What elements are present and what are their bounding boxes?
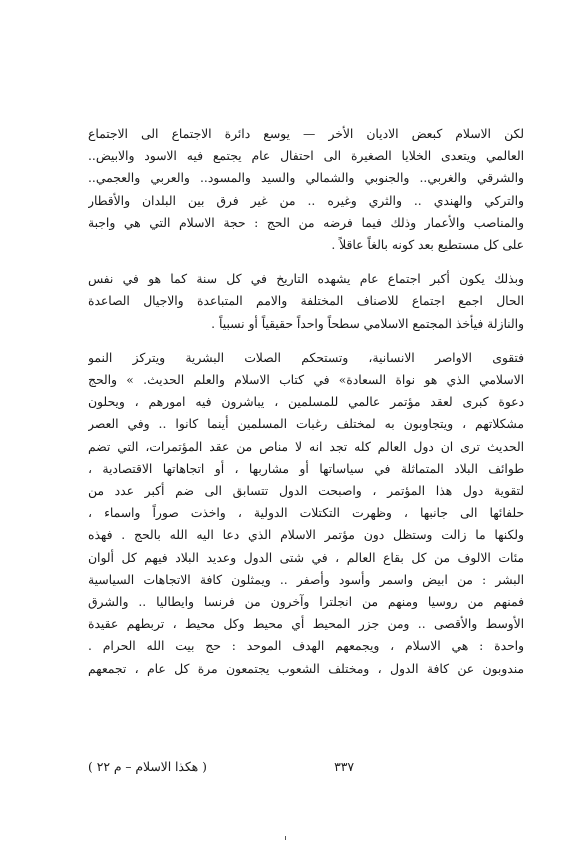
text-line: فتقوى الاواصر الانسانية، وتستحكم الصلات البشرية ويتركز النمو — [88, 350, 524, 365]
text-line: الحديث ترى ان دول العالم كله تجد انه لا مناص من عقد المؤتمرات، التي تضم — [88, 439, 524, 454]
text-line: طوائف البلاد المتماثلة في سياساتها أو مشاربها ، أو اتجاهاتها الاقتصادية ، — [88, 461, 524, 476]
text-line: لكن الاسلام كبعض الاديان الأخر — يوسع دائرة الاجتماع الى الاجتماع — [88, 127, 524, 141]
text-line: والتركي والهندي .. والثري وغيره .. من غير فرق بين البلدان والأقطار — [88, 193, 524, 208]
text-line: حلفائها الى جانبها ، وظهرت التكتلات الدولية ، واخذت صوراً واسماء ، — [88, 506, 524, 521]
text-line: العالمي ويتعدى الخلايا الصغيرة الى احتفال عام يجتمع فيه الاسود والابيض.. — [88, 149, 524, 164]
text-line: واحدة : هي الاسلام ، ويجمعهم الهدف الموحد : حج بيت الله الحرام . — [88, 639, 524, 654]
text-line: مندوبون عن كافة الدول ، ومختلف الشعوب يجتمعون مرة كل عام ، تجمعهم — [88, 661, 524, 676]
paragraph-1 — [88, 123, 524, 256]
text-line: دعوة كبرى لعقد مؤتمر عالمي للمسلمين ، يباشرون فيه امورهم ، ويحلون — [88, 395, 524, 410]
text-line: البشر : من ابيض واسمر وأسود وأصفر .. ويمثلون كافة الاتجاهات السياسية — [88, 572, 524, 587]
text-line: والمناصب والأعمار وذلك فيما فرضه من الحج : حجة الاسلام التي هي واجبة — [88, 215, 524, 230]
body-text — [88, 123, 524, 680]
text-line: الاسلامي الذي هو نواة السعادة» في كتاب الاسلام والعلم الحديث. » والحج — [88, 373, 524, 388]
source-note: ( هكذا الاسلام – م ٢٢ ) — [88, 760, 207, 774]
text-line: والنازلة فيأخذ المجتمع الاسلامي سطحاً واحداً حقيقياً أو نسبياً . — [211, 316, 524, 331]
text-line: مشكلاتهم ، ويتجاوبون به لمختلف رغبات المسلمين أينما كانوا .. وفي العصر — [88, 417, 524, 432]
page-number: ٣٣٧ — [334, 760, 354, 774]
text-line: الحال اجمع اجتماع للاصناف المختلفة والامم المتباعدة والاجيال الصاعدة — [88, 294, 524, 309]
text-line: على كل مستطيع بعد كونه بالغاً عاقلاً . — [331, 238, 524, 253]
page-footer — [88, 760, 524, 780]
text-line: وبذلك يكون أكبر اجتماع عام يشهده التاريخ في كل سنة كما هو في نفس — [88, 272, 524, 287]
paragraph-3 — [88, 347, 524, 680]
paragraph-2 — [88, 268, 524, 335]
text-line: الأوسط والأقصى .. ومن جزر المحيط أي محيط وكل محيط ، تربطهم عقيدة — [88, 617, 524, 632]
text-line: مئات الالوف من كل بقاع العالم ، في شتى الدول وعديد البلاد فيهم كل ألوان — [88, 550, 524, 565]
text-line: والشرقي والغربي.. والجنوبي والشمالي والسيد والمسود.. والعربي والعجمي.. — [88, 171, 524, 186]
text-line: فمنهم من روسيا ومنهم من انجلترا وآخرون من فرنسا وايطاليا .. والشرق — [88, 595, 524, 610]
text-line: ولكنها ما زالت وستظل دون مؤتمر الاسلام الذي دعا اليه الله بالحج . فهذه — [88, 528, 524, 543]
scan-mark — [285, 836, 286, 840]
text-line: لتقوية دول هذا المؤتمر ، واصبحت الدول تتسابق الى ضم أكبر عدد من — [88, 484, 524, 499]
